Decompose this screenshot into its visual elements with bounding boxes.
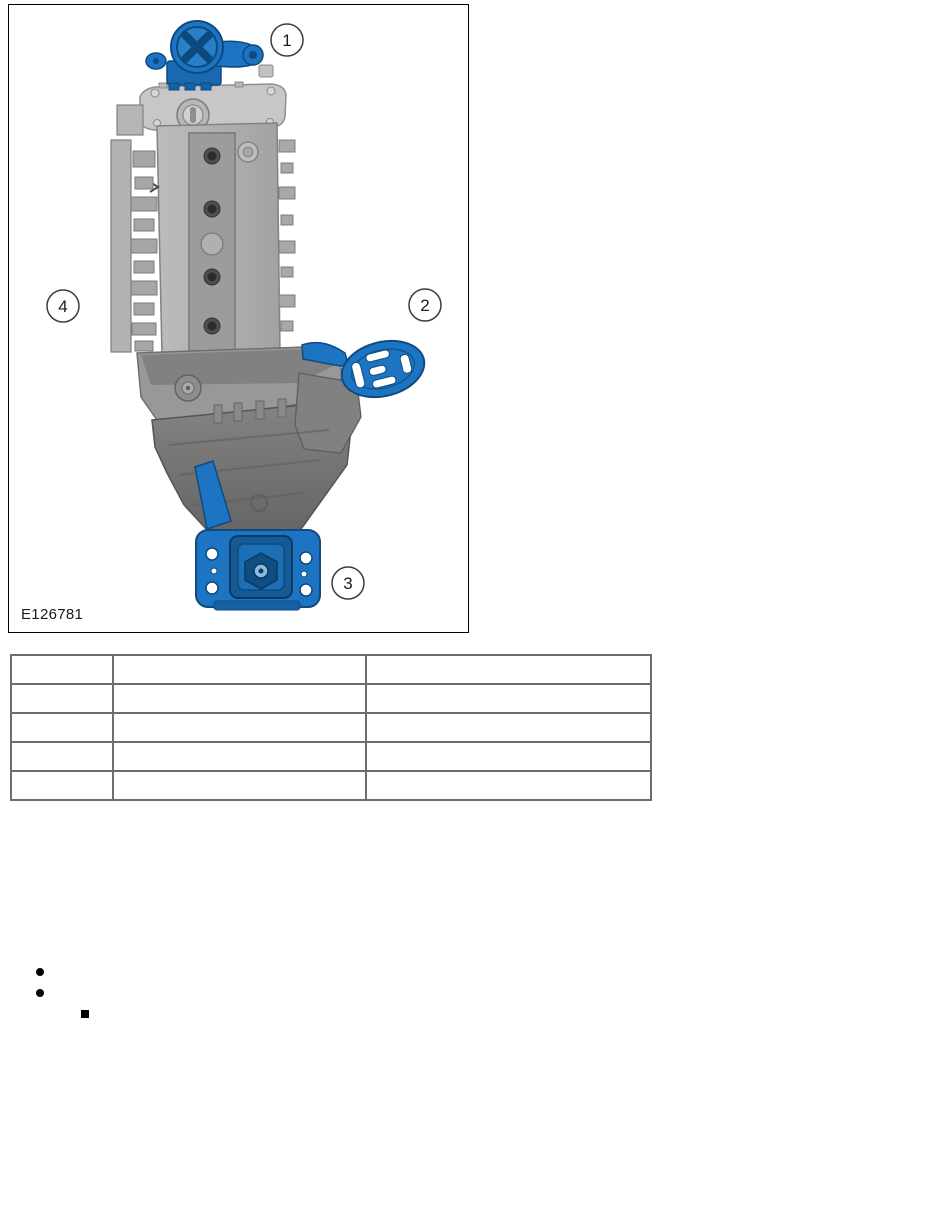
list-item	[36, 984, 54, 1000]
table-cell	[113, 713, 366, 742]
engine-assembly	[111, 21, 430, 610]
table-cell	[11, 742, 113, 771]
figure-id-label: E126781	[21, 606, 84, 623]
table-row	[11, 742, 651, 771]
engine-mount-top-highlight	[146, 21, 263, 90]
table-cell	[366, 771, 651, 800]
table-cell	[366, 684, 651, 713]
engine-figure-frame	[8, 4, 469, 633]
callout-3-number: 3	[343, 574, 353, 593]
callout-3	[332, 567, 364, 599]
table-row	[11, 655, 651, 684]
table-cell	[366, 742, 651, 771]
table-row	[11, 771, 651, 800]
callout-2	[409, 289, 441, 321]
table-cell	[11, 684, 113, 713]
callout-4-number: 4	[58, 297, 68, 316]
table-cell	[11, 655, 113, 684]
list-item	[36, 963, 54, 979]
engine-illustration	[9, 5, 466, 630]
bullet-disc-icon	[36, 968, 44, 976]
table-row	[11, 684, 651, 713]
callout-1	[271, 24, 303, 56]
table-cell	[11, 771, 113, 800]
bullet-disc-icon	[36, 989, 44, 997]
callout-1-number: 1	[282, 31, 292, 50]
table-cell	[113, 771, 366, 800]
callout-2-number: 2	[420, 296, 430, 315]
table-cell	[113, 655, 366, 684]
table-cell	[113, 684, 366, 713]
table-cell	[366, 713, 651, 742]
callout-legend-table	[10, 654, 652, 801]
bullet-square-icon	[81, 1010, 89, 1018]
table-cell	[366, 655, 651, 684]
list-item	[81, 1005, 99, 1021]
table-row	[11, 713, 651, 742]
callout-4	[47, 290, 79, 322]
table-cell	[113, 742, 366, 771]
table-cell	[11, 713, 113, 742]
